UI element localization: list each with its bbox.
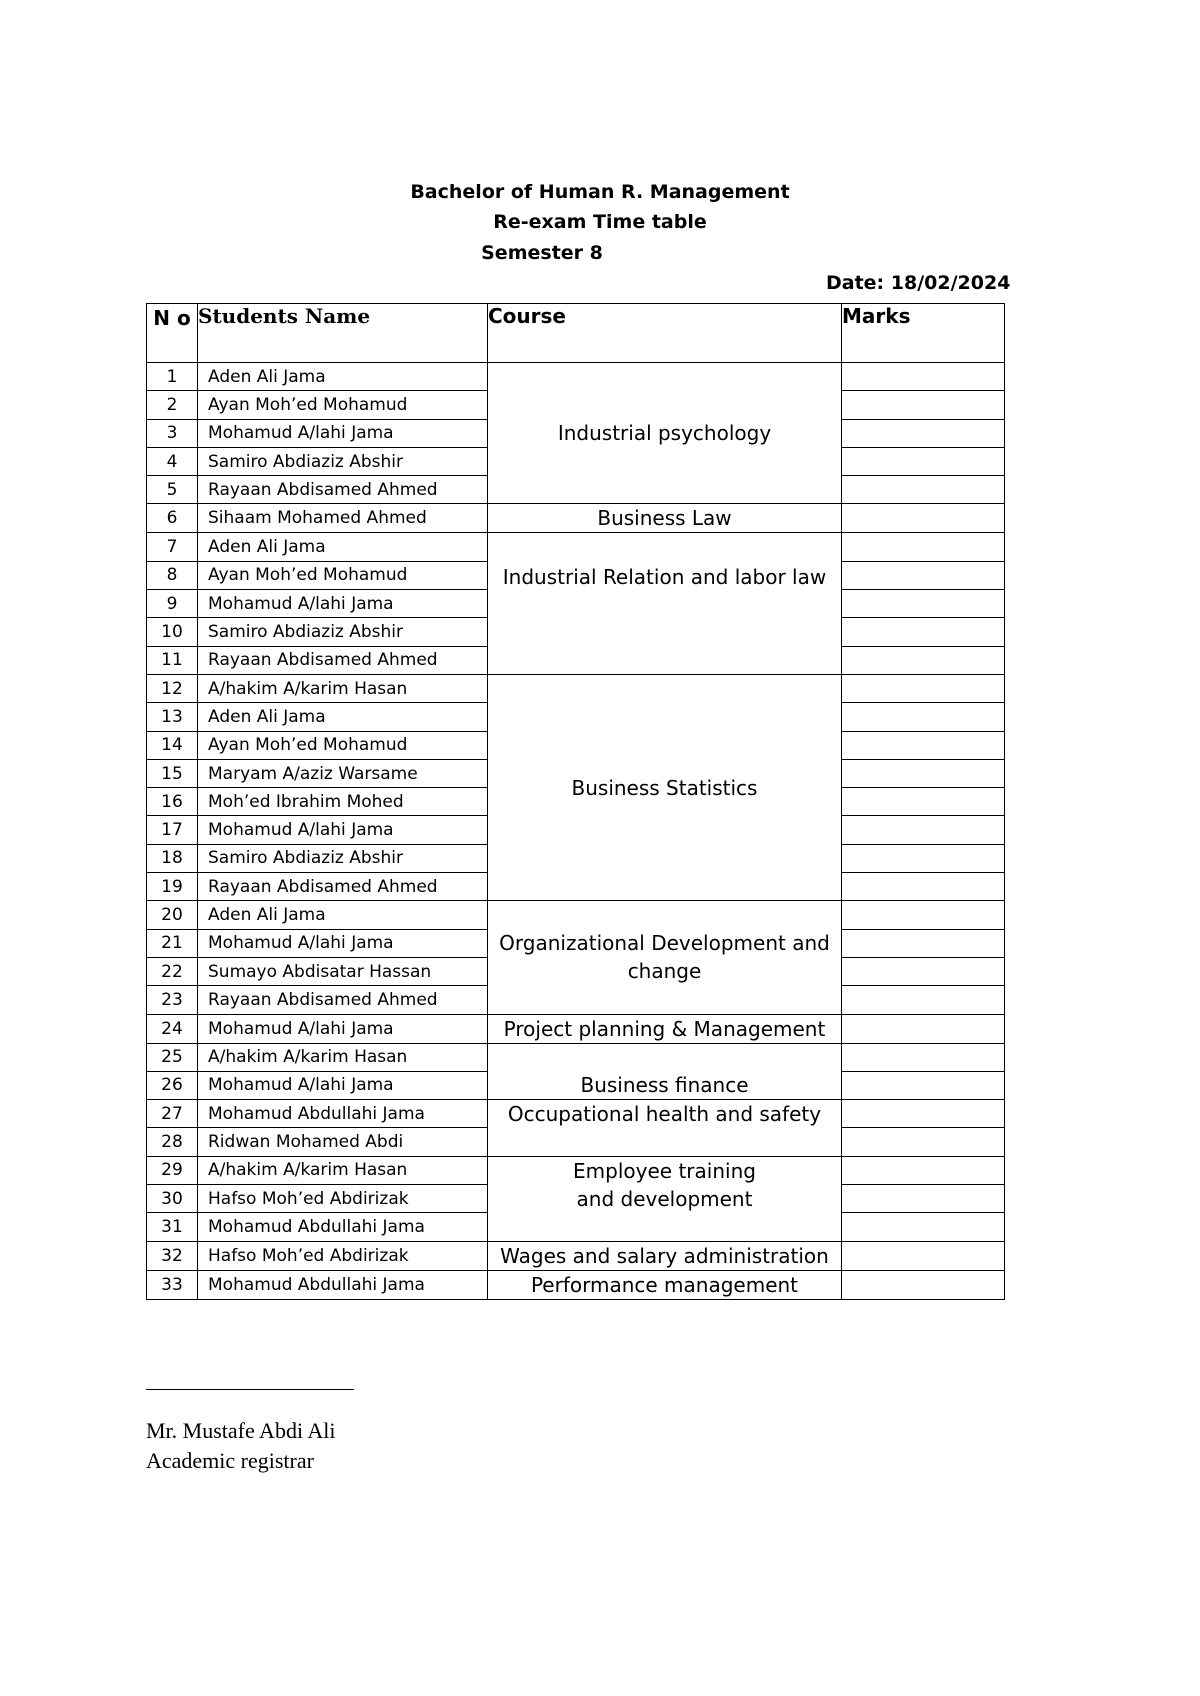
student-name: Moh’ed Ibrahim Mohed <box>198 788 488 816</box>
marks-cell <box>842 1128 1005 1156</box>
re-exam-timetable <box>146 303 1005 1300</box>
table-row <box>147 533 1005 561</box>
row-number: 14 <box>147 731 198 759</box>
marks-cell <box>842 646 1005 674</box>
student-name: Ridwan Mohamed Abdi <box>198 1128 488 1156</box>
marks-cell <box>842 1071 1005 1099</box>
row-number: 27 <box>147 1100 198 1128</box>
row-number: 23 <box>147 986 198 1014</box>
row-number: 15 <box>147 759 198 787</box>
table-row <box>147 1270 1005 1299</box>
table-row <box>147 1241 1005 1270</box>
row-number: 22 <box>147 957 198 985</box>
table-row <box>147 1014 1005 1043</box>
marks-cell <box>842 561 1005 589</box>
student-name: Ayan Moh’ed Mohamud <box>198 731 488 759</box>
student-name: Mohamud Abdullahi Jama <box>198 1213 488 1241</box>
course-cell: Performance management <box>488 1270 842 1299</box>
marks-cell <box>842 788 1005 816</box>
student-name: Samiro Abdiaziz Abshir <box>198 618 488 646</box>
row-number: 6 <box>147 504 198 533</box>
row-number: 16 <box>147 788 198 816</box>
student-name: Aden Ali Jama <box>198 533 488 561</box>
student-name: Mohamud A/lahi Jama <box>198 1014 488 1043</box>
row-number: 30 <box>147 1185 198 1213</box>
course-cell: Industrial Relation and labor law <box>488 533 842 674</box>
signature-line <box>146 1389 354 1390</box>
course-cell: Occupational health and safety <box>488 1100 842 1157</box>
row-number: 13 <box>147 703 198 731</box>
student-name: Mohamud A/lahi Jama <box>198 816 488 844</box>
student-name: Mohamud A/lahi Jama <box>198 929 488 957</box>
marks-cell <box>842 504 1005 533</box>
student-name: Samiro Abdiaziz Abshir <box>198 447 488 475</box>
marks-cell <box>842 1014 1005 1043</box>
marks-cell <box>842 986 1005 1014</box>
marks-cell <box>842 929 1005 957</box>
marks-cell <box>842 419 1005 447</box>
student-name: Aden Ali Jama <box>198 901 488 929</box>
student-name: Aden Ali Jama <box>198 363 488 391</box>
program-title: Bachelor of Human R. Management <box>410 181 790 203</box>
student-name: Samiro Abdiaziz Abshir <box>198 844 488 872</box>
column-header-course: Course <box>488 304 842 363</box>
row-number: 20 <box>147 901 198 929</box>
table-row <box>147 1156 1005 1184</box>
row-number: 29 <box>147 1156 198 1184</box>
semester-label: Semester 8 <box>481 242 603 264</box>
table-row <box>147 363 1005 391</box>
student-name: A/hakim A/karim Hasan <box>198 1156 488 1184</box>
marks-cell <box>842 1043 1005 1071</box>
column-header-marks: Marks <box>842 304 1005 363</box>
row-number: 12 <box>147 674 198 702</box>
marks-cell <box>842 590 1005 618</box>
marks-cell <box>842 1156 1005 1184</box>
student-name: Mohamud A/lahi Jama <box>198 419 488 447</box>
marks-cell <box>842 674 1005 702</box>
row-number: 26 <box>147 1071 198 1099</box>
student-name: Aden Ali Jama <box>198 703 488 731</box>
row-number: 31 <box>147 1213 198 1241</box>
row-number: 11 <box>147 646 198 674</box>
column-header-students-name: Students Name <box>198 304 488 363</box>
student-name: Sihaam Mohamed Ahmed <box>198 504 488 533</box>
row-number: 21 <box>147 929 198 957</box>
table-row <box>147 674 1005 702</box>
course-cell: Organizational Development and change <box>488 901 842 1014</box>
registrar-title: Academic registrar <box>146 1448 314 1473</box>
student-name: Ayan Moh’ed Mohamud <box>198 561 488 589</box>
student-name: Mohamud A/lahi Jama <box>198 1071 488 1099</box>
marks-cell <box>842 1213 1005 1241</box>
student-name: Hafso Moh’ed Abdirizak <box>198 1185 488 1213</box>
student-name: Mohamud Abdullahi Jama <box>198 1100 488 1128</box>
student-name: Mohamud A/lahi Jama <box>198 590 488 618</box>
row-number: 4 <box>147 447 198 475</box>
row-number: 10 <box>147 618 198 646</box>
marks-cell <box>842 533 1005 561</box>
marks-cell <box>842 476 1005 504</box>
marks-cell <box>842 873 1005 901</box>
marks-cell <box>842 844 1005 872</box>
row-number: 28 <box>147 1128 198 1156</box>
course-cell: Business finance <box>488 1043 842 1100</box>
row-number: 7 <box>147 533 198 561</box>
row-number: 32 <box>147 1241 198 1270</box>
row-number: 33 <box>147 1270 198 1299</box>
marks-cell <box>842 1100 1005 1128</box>
course-cell: Employee training and development <box>488 1156 842 1241</box>
marks-cell <box>842 1185 1005 1213</box>
marks-cell <box>842 759 1005 787</box>
marks-cell <box>842 816 1005 844</box>
table-row <box>147 901 1005 929</box>
row-number: 9 <box>147 590 198 618</box>
marks-cell <box>842 447 1005 475</box>
student-name: Rayaan Abdisamed Ahmed <box>198 646 488 674</box>
student-name: Sumayo Abdisatar Hassan <box>198 957 488 985</box>
course-cell: Wages and salary administration <box>488 1241 842 1270</box>
exam-date: Date: 18/02/2024 <box>826 272 1011 294</box>
row-number: 3 <box>147 419 198 447</box>
student-name: Hafso Moh’ed Abdirizak <box>198 1241 488 1270</box>
row-number: 5 <box>147 476 198 504</box>
course-cell: Project planning & Management <box>488 1014 842 1043</box>
row-number: 25 <box>147 1043 198 1071</box>
table-row <box>147 504 1005 533</box>
marks-cell <box>842 957 1005 985</box>
row-number: 1 <box>147 363 198 391</box>
student-name: Mohamud Abdullahi Jama <box>198 1270 488 1299</box>
course-cell: Business Statistics <box>488 674 842 900</box>
marks-cell <box>842 703 1005 731</box>
marks-cell <box>842 731 1005 759</box>
student-name: Rayaan Abdisamed Ahmed <box>198 873 488 901</box>
row-number: 24 <box>147 1014 198 1043</box>
table-row <box>147 1100 1005 1128</box>
student-name: A/hakim A/karim Hasan <box>198 1043 488 1071</box>
marks-cell <box>842 901 1005 929</box>
registrar-name: Mr. Mustafe Abdi Ali <box>146 1418 336 1443</box>
timetable-subtitle: Re-exam Time table <box>493 211 707 233</box>
course-cell: Business Law <box>488 504 842 533</box>
row-number: 18 <box>147 844 198 872</box>
student-name: Rayaan Abdisamed Ahmed <box>198 986 488 1014</box>
marks-cell <box>842 1270 1005 1299</box>
table-header-row <box>147 304 1005 363</box>
row-number: 8 <box>147 561 198 589</box>
student-name: Maryam A/aziz Warsame <box>198 759 488 787</box>
row-number: 17 <box>147 816 198 844</box>
table-row <box>147 1043 1005 1071</box>
course-cell: Industrial psychology <box>488 363 842 504</box>
student-name: Ayan Moh’ed Mohamud <box>198 391 488 419</box>
row-number: 2 <box>147 391 198 419</box>
student-name: A/hakim A/karim Hasan <box>198 674 488 702</box>
marks-cell <box>842 618 1005 646</box>
row-number: 19 <box>147 873 198 901</box>
column-header-no: N o <box>147 304 198 363</box>
marks-cell <box>842 363 1005 391</box>
marks-cell <box>842 1241 1005 1270</box>
marks-cell <box>842 391 1005 419</box>
student-name: Rayaan Abdisamed Ahmed <box>198 476 488 504</box>
